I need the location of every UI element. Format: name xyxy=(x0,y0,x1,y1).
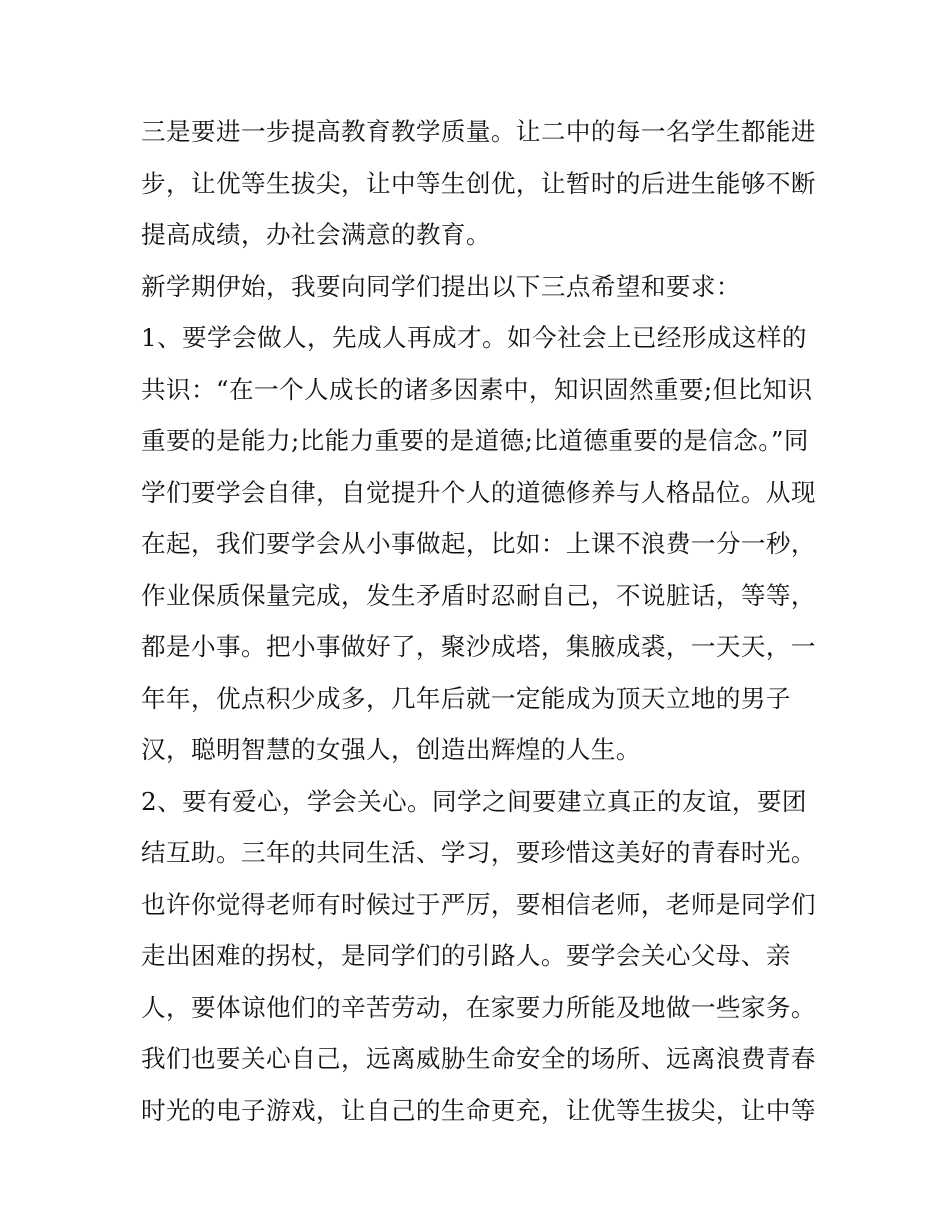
text-line: 提高成绩，办社会满意的教育。 xyxy=(141,220,491,249)
text-line: 人，要体谅他们的辛苦劳动，在家要力所能及地做一些家务。 xyxy=(141,992,816,1022)
text-line: 2、要有爱心，学会关心。同学之间要建立真正的友谊，要团 xyxy=(141,786,807,816)
text-line: 时光的电子游戏，让自己的生命更充，让优等生拔尖，让中等 xyxy=(141,1095,816,1125)
text-line: 都是小事。把小事做好了，聚沙成塔，集腋成裘，一天天，一 xyxy=(141,632,816,661)
document-body xyxy=(141,106,816,1136)
text-line: 也许你觉得老师有时候过于严厉，要相信老师，老师是同学们 xyxy=(141,889,816,919)
text-line: 三是要进一步提高教育教学质量。让二中的每一名学生都能进 xyxy=(141,117,816,146)
text-line: 我们也要关心自己，远离威胁生命安全的场所、远离浪费青春 xyxy=(141,1044,816,1073)
text-line: 年年，优点积少成多，几年后就一定能成为顶天立地的男子 xyxy=(141,683,791,713)
text-line: 结互助。三年的共同生活、学习，要珍惜这美好的青春时光。 xyxy=(141,838,816,867)
text-line: 汉，聪明智慧的女强人，创造出辉煌的人生。 xyxy=(141,735,641,764)
text-line: 共识：“在一个人成长的诸多因素中，知识固然重要;但比知识 xyxy=(141,374,813,404)
text-line: 在起，我们要学会从小事做起，比如：上课不浪费一分一秒， xyxy=(141,529,816,558)
text-line: 1、要学会做人，先成人再成才。如今社会上已经形成这样的 xyxy=(141,323,807,352)
text-line: 重要的是能力;比能力重要的是道德;比道德重要的是信念。”同 xyxy=(141,426,809,455)
text-line: 作业保质保量完成，发生矛盾时忍耐自己，不说脏话，等等， xyxy=(141,580,816,610)
text-line: 新学期伊始，我要向同学们提出以下三点希望和要求： xyxy=(141,271,741,301)
text-line: 学们要学会自律，自觉提升个人的道德修养与人格品位。从现 xyxy=(141,477,816,507)
text-line: 走出困难的拐杖，是同学们的引路人。要学会关心父母、亲 xyxy=(141,941,791,970)
text-line: 步，让优等生拔尖，让中等生创优，让暂时的后进生能够不断 xyxy=(141,168,816,198)
